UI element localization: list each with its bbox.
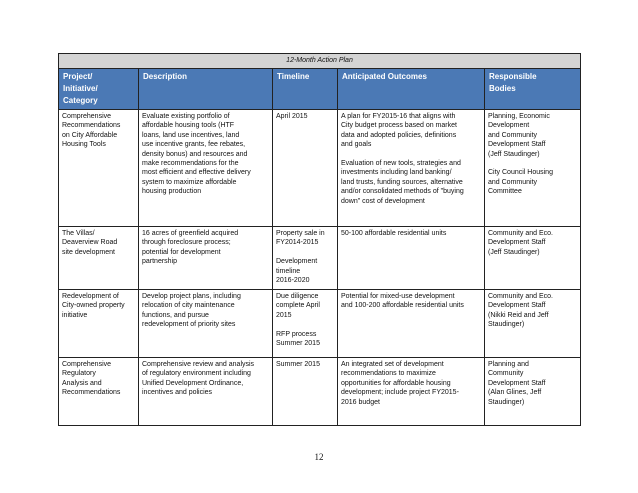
table-header-row [59, 69, 581, 110]
header-bodies: Responsible Bodies [485, 69, 581, 110]
page-number: 12 [314, 452, 324, 462]
cell-project: Comprehensive Regulatory Analysis and Recommendations [59, 358, 139, 426]
cell-description: 16 acres of greenfield acquired through foreclosure process; potential for development partnership [139, 227, 273, 290]
table-row [59, 290, 581, 358]
cell-bodies: Planning and Community Development Staff (Alan Glines, Jeff Staudinger) [485, 358, 581, 426]
cell-project: The Villas/ Deaverview Road site development [59, 227, 139, 290]
cell-description: Evaluate existing portfolio of affordable housing tools (HTF loans, land use incentives, land use incentive grants, fee rebates, density bonus) and resources and make recommendations for the most efficient and effective delivery system to maximize affordable housing production [139, 110, 273, 227]
cell-project: Comprehensive Recommendations on City Affordable Housing Tools [59, 110, 139, 227]
cell-timeline: April 2015 [273, 110, 338, 227]
table-row [59, 110, 581, 227]
cell-outcomes: Potential for mixed-use development and 100-200 affordable residential units [338, 290, 485, 358]
header-timeline: Timeline [273, 69, 338, 110]
cell-outcomes: 50-100 affordable residential units [338, 227, 485, 290]
table-row [59, 358, 581, 426]
cell-timeline: Due diligence complete April 2015 RFP process Summer 2015 [273, 290, 338, 358]
cell-outcomes: A plan for FY2015-16 that aligns with City budget process based on market data and adopted policies, definitions and goals Evaluation of new tools, strategies and investments including land banking/ land trusts, funding sources, alternative and/or consolidated methods of "buying down" cost of development [338, 110, 485, 227]
cell-bodies: Community and Eco. Development Staff (Nikki Reid and Jeff Staudinger) [485, 290, 581, 358]
header-description: Description [139, 69, 273, 110]
header-outcomes: Anticipated Outcomes [338, 69, 485, 110]
cell-description: Develop project plans, including relocation of city maintenance functions, and pursue redevelopment of priority sites [139, 290, 273, 358]
table-caption-row [59, 54, 581, 69]
table-row [59, 227, 581, 290]
cell-bodies: Community and Eco. Development Staff (Jeff Staudinger) [485, 227, 581, 290]
header-project: Project/ Initiative/ Category [59, 69, 139, 110]
cell-project: Redevelopment of City-owned property initiative [59, 290, 139, 358]
cell-timeline: Property sale in FY2014-2015 Development timeline 2016-2020 [273, 227, 338, 290]
cell-description: Comprehensive review and analysis of regulatory environment including Unified Development Ordinance, incentives and policies [139, 358, 273, 426]
cell-bodies: Planning, Economic Development and Community Development Staff (Jeff Staudinger) City Council Housing and Community Committee [485, 110, 581, 227]
cell-timeline: Summer 2015 [273, 358, 338, 426]
table-caption: 12-Month Action Plan [59, 54, 581, 69]
cell-outcomes: An integrated set of development recommendations to maximize opportunities for affordable housing development; include project FY2015- 2016 budget [338, 358, 485, 426]
action-plan-table [58, 53, 581, 426]
